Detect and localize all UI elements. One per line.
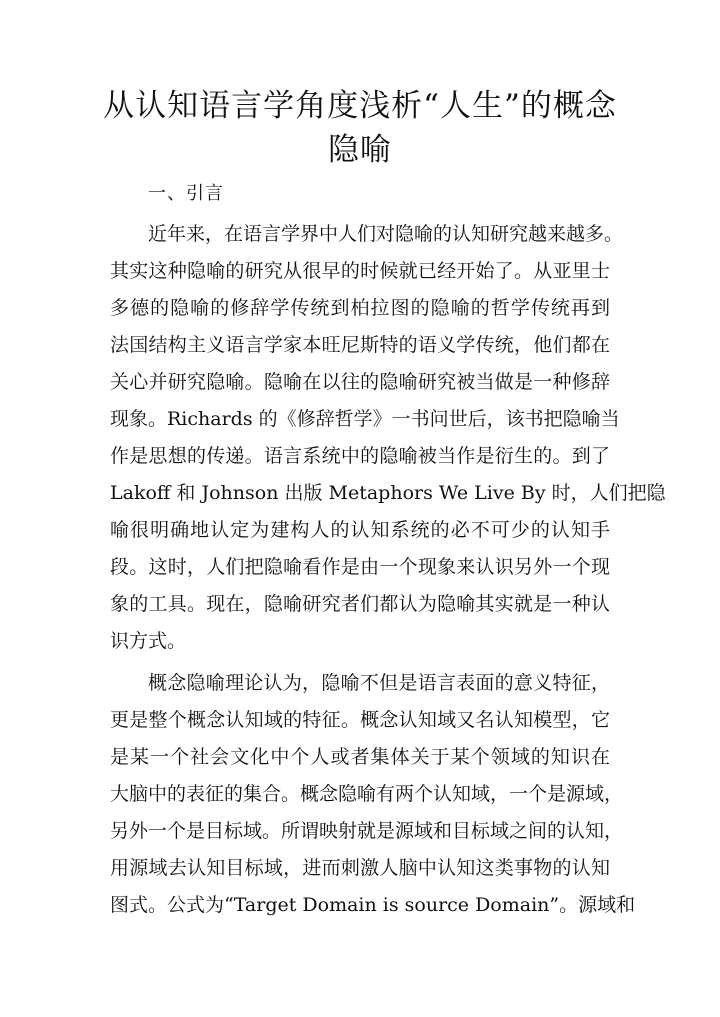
paragraph-2-line: 大脑中的表征的集合。概念隐喻有两个认知域，一个是源域， bbox=[110, 783, 624, 805]
paragraph-2-line: 用源域去认知目标域，进而刺激人脑中认知这类事物的认知 bbox=[110, 857, 610, 879]
paragraph-2-line: 另外一个是目标域。所谓映射就是源域和目标域之间的认知， bbox=[110, 820, 624, 842]
paragraph-1-line: 象的工具。现在，隐喻研究者们都认为隐喻其实就是一种认 bbox=[110, 593, 610, 615]
section-heading-introduction: 一、引言 bbox=[148, 183, 224, 204]
paragraph-1-line: Lakoff 和 Johnson 出版 Metaphors We Live By 时，人们把隐 bbox=[110, 482, 666, 504]
paragraph-1-line: 段。这时，人们把隐喻看作是由一个现象来认识另外一个现 bbox=[110, 556, 610, 578]
paragraph-1-line: 喻很明确地认定为建构人的认知系统的必不可少的认知手 bbox=[110, 519, 610, 541]
title-line-2: 隐喻 bbox=[328, 132, 392, 168]
paragraph-1-line: 近年来，在语言学界中人们对隐喻的认知研究越来越多。 bbox=[148, 223, 624, 245]
paragraph-1-line: 现象。Richards 的《修辞哲学》一书问世后，该书把隐喻当 bbox=[110, 408, 620, 430]
paragraph-2-line: 是某一个社会文化中个人或者集体关于某个领域的知识在 bbox=[110, 746, 610, 768]
paragraph-1-line: 识方式。 bbox=[110, 630, 187, 652]
paragraph-2-line: 更是整个概念认知域的特征。概念认知域又名认知模型，它 bbox=[110, 709, 610, 731]
paragraph-1-line: 多德的隐喻的修辞学传统到柏拉图的隐喻的哲学传统再到 bbox=[110, 297, 610, 319]
paragraph-1-line: 作是思想的传递。语言系统中的隐喻被当作是衍生的。到了 bbox=[110, 445, 610, 467]
paragraph-2-line: 概念隐喻理论认为，隐喻不但是语言表面的意义特征， bbox=[148, 672, 610, 694]
document-title bbox=[100, 84, 620, 172]
title-line-1: 从认知语言学角度浅析“人生”的概念 bbox=[103, 88, 617, 124]
paragraph-1-line: 法国结构主义语言学家本旺尼斯特的语义学传统，他们都在 bbox=[110, 334, 610, 356]
paragraph-1-line: 其实这种隐喻的研究从很早的时候就已经开始了。从亚里士 bbox=[110, 260, 610, 282]
paragraph-2-line: 图式。公式为“Target Domain is source Domain”。源域和 bbox=[110, 894, 636, 916]
paragraph-1-line: 关心并研究隐喻。隐喻在以往的隐喻研究被当做是一种修辞 bbox=[110, 371, 610, 393]
